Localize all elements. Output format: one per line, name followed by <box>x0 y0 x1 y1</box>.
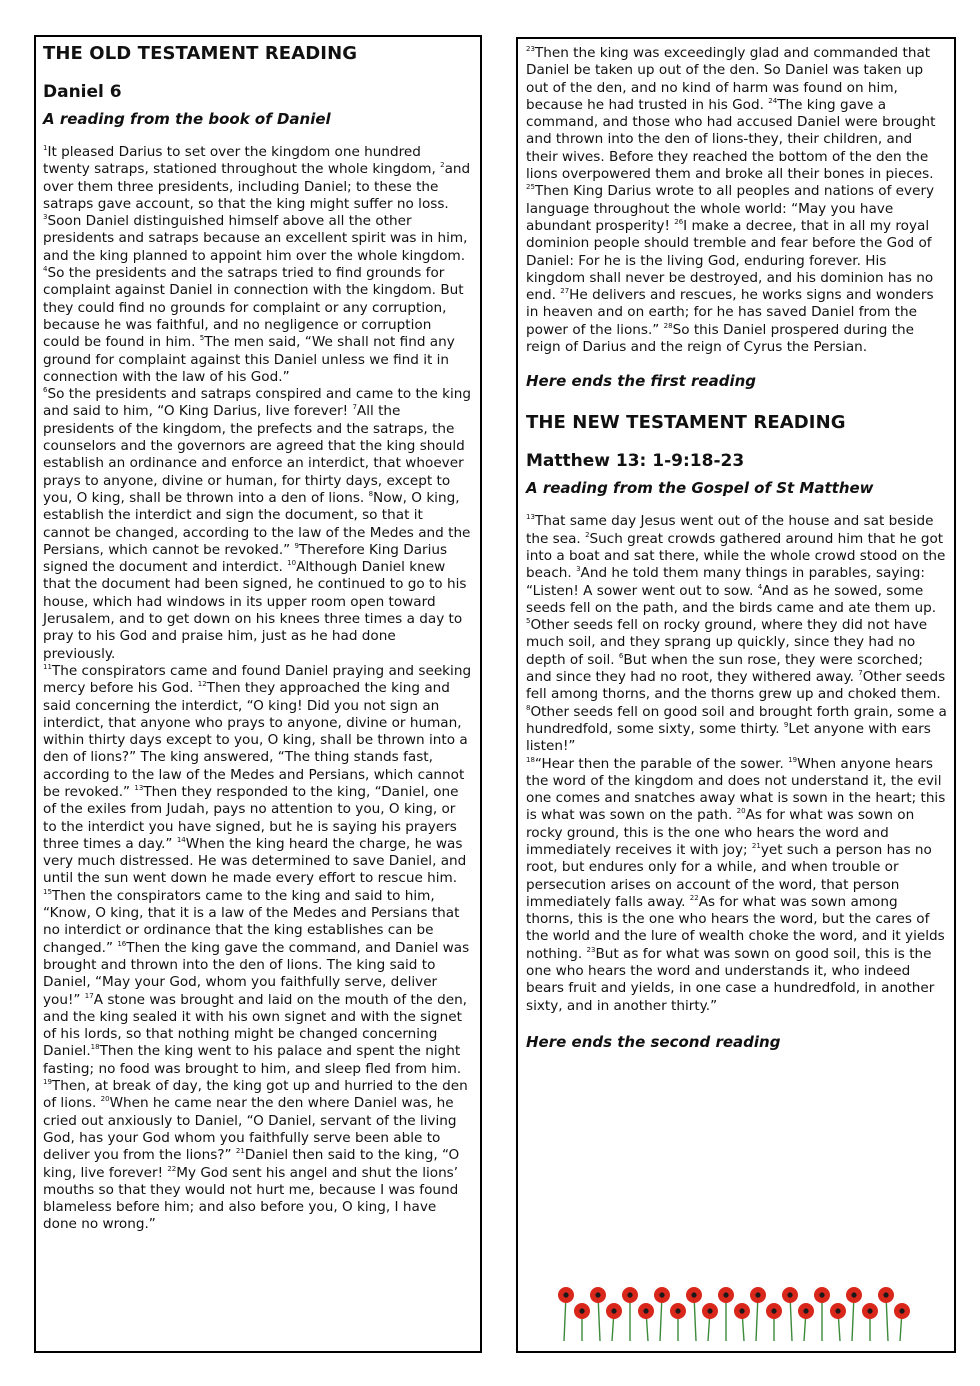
poppy-flower <box>718 1287 734 1303</box>
poppy-flower <box>894 1303 910 1319</box>
verse-number: 22 <box>689 893 699 902</box>
verse-text: But when the sun rose, they were scorched; and since they had no root, they withered away. <box>526 651 923 686</box>
verse-number: 24 <box>768 96 778 105</box>
verse-text: When anyone hears the word of the kingdom and does not understand it, the evil one comes and snatches away what is sown in the heart; this is what was sown on the path. <box>526 755 946 824</box>
verse-text: The conspirators came and found Daniel praying and seeking mercy before his God. <box>43 662 472 697</box>
verse-text: and over them three presidents, including Daniel; to these the satraps gave account, so that the king might suffer no loss. <box>43 161 471 212</box>
verse-text: Then the king was exceedingly glad and commanded that Daniel be taken up out of the den. So Daniel was taken up out of the den, and no kind of harm was found on him, because he had trusted in his God. <box>526 45 931 113</box>
verse-text: Daniel then said to the king, “O king, live forever! <box>43 1147 460 1181</box>
verse-text: When he came near the den where Daniel was, he cried out anxiously to Daniel, “O Daniel, servant of the living God, has your God whom you faithfully serve been able to deliver you from the lions?” <box>43 1095 457 1164</box>
poppy-flower <box>782 1287 798 1303</box>
verse-text: Then they responded to the king, “Daniel, one of the exiles from Judah, pays no attention to you, O king, or to the interdict you have signed, but he is saying his prayers three times a day.” <box>43 783 459 852</box>
verse-text: Such great crowds gathered around him that he got into a boat and sat there, while the whole crowd stood on the beach. <box>526 530 946 582</box>
verse-paragraph <box>43 663 472 1078</box>
verse-text: So the presidents and the satraps tried to find grounds for complaint against Daniel in connection with the kingdom. But they could find no grounds for complaint or any corruption, because he was faithful, and no negligence or corruption could be found in him. <box>43 265 464 351</box>
verse-text: So the presidents and satraps conspired and came to the king and said to him, “O King Darius, live forever! <box>43 386 472 420</box>
verse-text: Let anyone with ears listen!” <box>526 720 931 755</box>
verse-text: And he told them many things in parables, saying: “Listen! A sower went out to sow. <box>526 565 926 599</box>
verse-number: 5 <box>526 617 531 626</box>
old-testament-panel <box>34 35 482 1353</box>
poppy-flower <box>686 1287 702 1303</box>
verse-number: 18 <box>90 1043 100 1052</box>
verse-text: As for what was sown among thorns, this is the one who hears the word, but the cares of the world and the lure of wealth choke the word, and it yields nothing. <box>526 893 945 962</box>
verse-number: 8 <box>368 489 374 498</box>
section-heading: THE NEW TESTAMENT READING <box>526 412 846 434</box>
poppy-flower <box>846 1287 862 1303</box>
poppy-flower <box>766 1303 782 1319</box>
verse-text: It pleased Darius to set over the kingdom one hundred twenty satraps, stationed throughout the whole kingdom, <box>43 144 441 178</box>
poppy-flower <box>702 1303 718 1319</box>
poppy-flower <box>878 1287 894 1303</box>
verse-text: Now, O king, establish the interdict and sign the document, so that it cannot be changed, according to the law of the Medes and the Persians, which cannot be revoked.” <box>43 489 471 558</box>
verse-number: 13 <box>134 783 144 792</box>
verse-text: I make a decree, that in all my royal dominion people should tremble and fear before the God of Daniel: For he is the living God, enduring forever. His kingdom shall never be destroyed, and his dominion has no end. <box>526 217 934 304</box>
verse-paragraph <box>43 1078 472 1234</box>
verse-text: Other seeds fell among thorns, and the thorns grew up and choked them. <box>526 669 946 703</box>
verse-text: “Hear then the parable of the sower. <box>534 755 789 772</box>
verse-number: 4 <box>757 582 763 591</box>
poppy-flower <box>622 1287 638 1303</box>
verse-paragraph <box>526 45 948 183</box>
verse-paragraph <box>526 756 948 1015</box>
verse-text: Then the king went to his palace and spent the night fasting; no food was brought to him, and sleep fled from him. <box>43 1043 462 1077</box>
verse-number: 20 <box>100 1095 110 1104</box>
verse-text: When the king heard the charge, he was very much distressed. He was determined to save Daniel, and until the sun went down he made every effort to rescue him. <box>43 835 467 887</box>
verse-number: 2 <box>440 161 445 170</box>
verse-number: 19 <box>43 1078 52 1087</box>
verse-number: 28 <box>663 321 673 330</box>
verse-number: 18 <box>526 755 535 764</box>
verse-number: 8 <box>526 703 531 712</box>
verse-text: So this Daniel prospered during the reign of Darius and the reign of Cyrus the Persian. <box>526 321 915 356</box>
verse-number: 16 <box>117 939 127 948</box>
verse-text: A stone was brought and laid on the mouth of the den, and the king sealed it with his own signet and with the signet of his lords, so that nothing might be changed concerning Daniel. <box>43 991 468 1060</box>
reading-text-continued <box>526 45 948 356</box>
new-testament-panel <box>516 37 956 1353</box>
verse-number: 11 <box>43 662 52 671</box>
verse-text: Soon Daniel distinguished himself above all the other presidents and satraps because an excellent spirit was in him, and the king planned to appoint him over the whole kingdom. <box>43 213 468 264</box>
poppy-flower <box>670 1303 686 1319</box>
verse-text: Therefore King Darius signed the document and interdict. <box>43 541 448 576</box>
poppy-flower <box>638 1303 654 1319</box>
verse-number: 6 <box>618 651 624 660</box>
verse-number: 25 <box>526 183 535 192</box>
verse-text: Then the king gave the command, and Daniel was brought and thrown into the den of lions. The king said to Daniel, “May your God, whom you faithfully serve, deliver you!” <box>43 939 470 1008</box>
poppy-flower <box>574 1303 590 1319</box>
reading-intro: A reading from the Gospel of St Matthew <box>526 479 874 498</box>
verse-number: 19 <box>788 755 798 764</box>
verse-text: Other seeds fell on rocky ground, where they did not have much soil, and they sprang up quickly, since they had no depth of soil. <box>526 617 928 668</box>
verse-text: But as for what was sown on good soil, this is the one who hears the word and understands it, who indeed bears fruit and yields, in one case a hundredfold, in another sixty, and in another thirty.” <box>526 945 935 1014</box>
poppies-image <box>558 1281 918 1341</box>
verse-text: Then they approached the king and said concerning the interdict, “O king! Did you not sign an interdict, that anyone who prays to anyone, divine or human, within thirty days except to you, O king, shall be thrown into a den of lions?” The king answered, “The thing stands fast, according to the law of the Medes and Persians, which cannot be revoked.” <box>43 680 468 800</box>
verse-number: 3 <box>43 213 48 222</box>
verse-paragraph <box>526 513 948 755</box>
verse-number: 12 <box>197 680 207 689</box>
reading-reference: Daniel 6 <box>43 82 122 102</box>
verse-number: 27 <box>560 287 570 296</box>
verse-number: 9 <box>294 541 299 550</box>
verse-number: 1 <box>43 144 48 152</box>
verse-number: 17 <box>84 991 94 1000</box>
verse-text: Then the conspirators came to the king and said to him, “Know, O king, that it is a law of the Medes and Persians that no interdict or ordinance that the king establishes can be changed.” <box>43 887 460 956</box>
verse-text: That same day Jesus went out of the house and sat beside the sea. <box>526 513 934 547</box>
verse-number: 21 <box>751 841 761 850</box>
verse-number: 22 <box>167 1164 177 1173</box>
verse-number: 5 <box>199 334 205 343</box>
verse-text: The king gave a command, and those who had accused Daniel were brought and thrown into the den of lions-they, their children, and their wives. Before they reached the bottom of the den the lions overpowered them and broke all their bones in pieces. <box>526 96 936 183</box>
verse-paragraph <box>43 144 472 386</box>
reading-reference: Matthew 13: 1-9:18-23 <box>526 451 745 472</box>
poppy-flower <box>862 1303 878 1319</box>
verse-text: yet such a person has no root, but endures only for a while, and when trouble or persecution arises on account of the word, that person immediately falls away. <box>526 841 932 910</box>
verse-number: 3 <box>576 565 581 574</box>
verse-paragraph <box>526 183 948 356</box>
reading-ending: Here ends the second reading <box>526 1032 781 1051</box>
reading-intro: A reading from the book of Daniel <box>43 110 331 128</box>
reading-text <box>43 144 472 1234</box>
poppy-flower <box>558 1287 574 1303</box>
verse-text: He delivers and rescues, he works signs and wonders in heaven and on earth; for he has saved Daniel from the power of the lions.” <box>526 287 934 338</box>
poppy-flower <box>814 1287 830 1303</box>
poppy-flower <box>606 1303 622 1319</box>
verse-text: All the presidents of the kingdom, the prefects and the satraps, the counselors and the governors are agreed that the king should establish an ordinance and enforce an interdict, that whoever prays to anyone, divine or human, for thirty days, except to you, O king, shall be thrown into a den of lions. <box>43 403 465 506</box>
poppy-flower <box>798 1303 814 1319</box>
verse-number: 20 <box>736 807 746 816</box>
verse-text: Other seeds fell on good soil and brought forth grain, some a hundredfold, some sixty, some thirty. <box>526 703 947 737</box>
reading-ending: Here ends the first reading <box>526 372 757 391</box>
verse-number: 15 <box>43 887 52 896</box>
verse-number: 7 <box>352 403 357 412</box>
poppy-flower <box>590 1287 606 1303</box>
verse-number: 14 <box>176 835 186 844</box>
verse-text: The men said, “We shall not find any ground for complaint against this Daniel unless we find it in connection with the law of his God.” <box>43 334 455 385</box>
verse-text: As for what was sown on rocky ground, this is the one who hears the word and immediately receives it with joy; <box>526 807 915 858</box>
verse-number: 7 <box>858 669 863 678</box>
poppy-flower <box>830 1303 846 1319</box>
verse-number: 2 <box>585 530 590 539</box>
verse-text: Then, at break of day, the king got up and hurried to the den of lions. <box>43 1078 468 1112</box>
verse-number: 23 <box>586 945 596 954</box>
verse-text: Then King Darius wrote to all peoples and nations of every language throughout the whole world: “May you have abundant prosperity! <box>526 183 935 234</box>
poppy-flower <box>750 1287 766 1303</box>
verse-number: 23 <box>526 45 535 53</box>
verse-paragraph <box>43 386 472 663</box>
verse-number: 21 <box>235 1147 245 1156</box>
verse-number: 9 <box>783 720 789 729</box>
verse-number: 10 <box>287 559 297 568</box>
section-heading: THE OLD TESTAMENT READING <box>43 43 358 64</box>
verse-number: 6 <box>43 386 48 395</box>
poppy-flower <box>734 1303 750 1319</box>
reading-text <box>526 513 948 1015</box>
verse-number: 13 <box>526 513 535 522</box>
verse-number: 4 <box>43 265 48 274</box>
verse-text: Although Daniel knew that the document had been signed, he continued to go to his house, which had windows in its upper room open toward Jerusalem, and to get down on his knees three times a day to pray to his God and praise him, just as he had done previously. <box>43 559 467 662</box>
poppy-flower <box>654 1287 670 1303</box>
verse-text: My God sent his angel and shut the lions’ mouths so that they would not hurt me, because I was found blameless before him; and also before you, O king, I have done no wrong.” <box>43 1164 459 1233</box>
verse-text: And as he sowed, some seeds fell on the path, and the birds came and ate them up. <box>526 582 937 616</box>
verse-number: 26 <box>674 217 684 226</box>
